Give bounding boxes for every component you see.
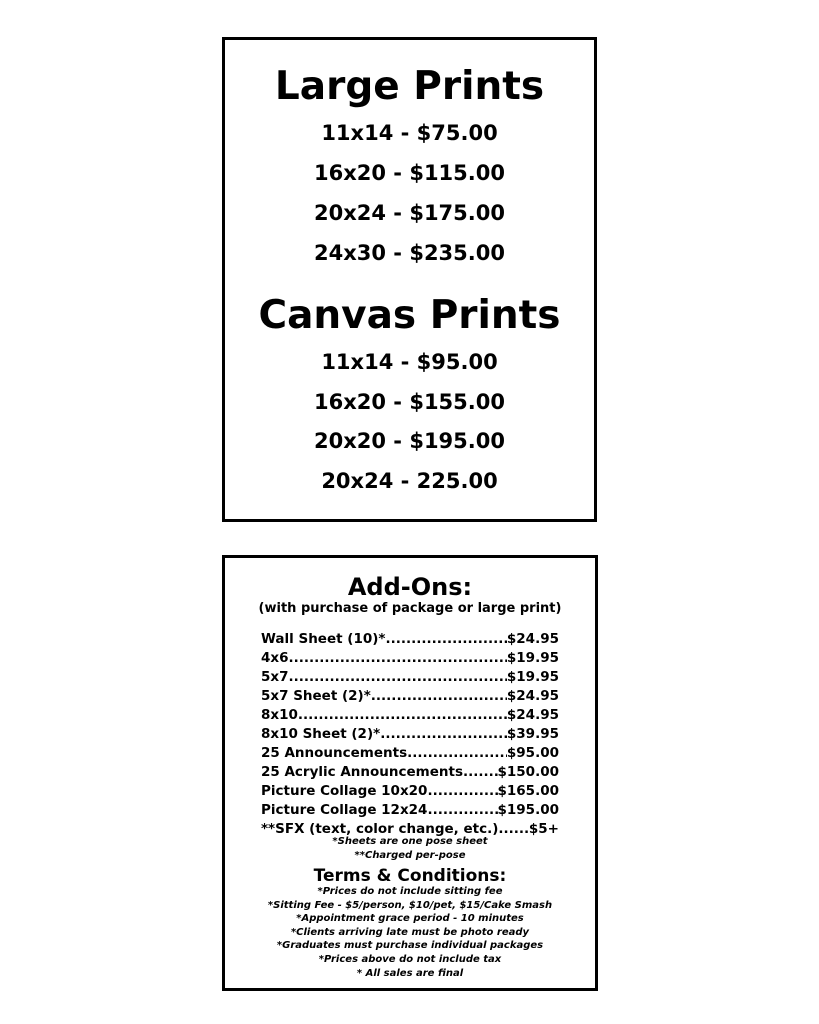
addons-list <box>261 630 559 839</box>
item-price: $195.00 <box>497 802 559 818</box>
terms-list <box>225 885 595 980</box>
item-price: $19.95 <box>506 669 559 685</box>
list-item <box>261 706 559 725</box>
item-price: $95.00 <box>506 745 559 761</box>
term-line: *Appointment grace period - 10 minutes <box>296 913 524 925</box>
item-name: Picture Collage 12x24 <box>261 802 428 818</box>
dot-leader <box>427 782 497 801</box>
prints-price-box <box>222 37 597 522</box>
item-price: $19.95 <box>506 650 559 666</box>
term-line: *Prices do not include sitting fee <box>317 886 503 897</box>
item-price: $24.95 <box>506 707 559 723</box>
addons-price-box <box>222 555 598 991</box>
item-name: Picture Collage 10x20 <box>261 783 428 799</box>
terms-title: Terms & Conditions: <box>313 866 507 886</box>
item-name: 5x7 <box>261 669 289 685</box>
dot-leader <box>371 687 507 706</box>
dot-leader <box>407 744 507 763</box>
list-item <box>261 668 559 687</box>
dot-leader <box>427 801 497 820</box>
dot-leader <box>289 649 507 668</box>
term-line: *Prices above do not include tax <box>318 953 502 965</box>
list-item <box>261 744 559 763</box>
item-name: 4x6 <box>261 650 289 666</box>
item-price: $24.95 <box>506 688 559 704</box>
list-item <box>261 801 559 820</box>
item-price: $24.95 <box>506 631 559 647</box>
addons-note: *Sheets are one pose sheet <box>332 836 488 847</box>
large-print-price-line: 11x14 - $75.00 <box>321 121 498 145</box>
term-line: *Sitting Fee - $5/person, $10/pet, $15/Cake Smash <box>267 899 553 911</box>
item-name: 25 Acrylic Announcements <box>261 764 463 780</box>
item-name: 25 Announcements <box>261 745 408 761</box>
dot-leader <box>298 706 507 725</box>
item-price: $5+ <box>528 821 559 837</box>
large-print-price-line: 20x24 - $175.00 <box>314 201 505 225</box>
list-item <box>261 630 559 649</box>
item-name: **SFX (text, color change, etc.) <box>261 821 499 837</box>
item-price: $150.00 <box>497 764 559 780</box>
large-prints-title: Large Prints <box>274 64 545 109</box>
term-line: * All sales are final <box>356 967 464 979</box>
canvas-print-price-line: 11x14 - $95.00 <box>321 350 498 374</box>
list-item <box>261 649 559 668</box>
item-name: Wall Sheet (10)* <box>261 631 386 647</box>
item-name: 8x10 <box>261 707 298 723</box>
canvas-print-price-line: 16x20 - $155.00 <box>314 390 505 414</box>
item-name: 8x10 Sheet (2)* <box>261 726 381 742</box>
large-print-price-line: 24x30 - $235.00 <box>314 241 505 265</box>
dot-leader <box>385 630 506 649</box>
addons-note: **Charged per-pose <box>354 850 466 861</box>
item-name: 5x7 Sheet (2)* <box>261 688 371 704</box>
item-price: $165.00 <box>497 783 559 799</box>
addons-subtitle: (with purchase of package or large print) <box>258 601 562 616</box>
dot-leader <box>289 668 507 687</box>
dot-leader <box>463 763 498 782</box>
addons-title: Add-Ons: <box>347 573 473 601</box>
list-item <box>261 687 559 706</box>
list-item <box>261 725 559 744</box>
term-line: *Clients arriving late must be photo ready <box>290 926 530 938</box>
canvas-print-price-line: 20x20 - $195.00 <box>314 429 505 453</box>
large-print-price-line: 16x20 - $115.00 <box>314 161 505 185</box>
canvas-print-price-line: 20x24 - 225.00 <box>321 469 498 493</box>
dot-leader <box>380 725 507 744</box>
item-price: $39.95 <box>506 726 559 742</box>
list-item <box>261 763 559 782</box>
canvas-prints-title: Canvas Prints <box>258 293 561 338</box>
list-item <box>261 782 559 801</box>
term-line: *Graduates must purchase individual packages <box>276 940 544 952</box>
